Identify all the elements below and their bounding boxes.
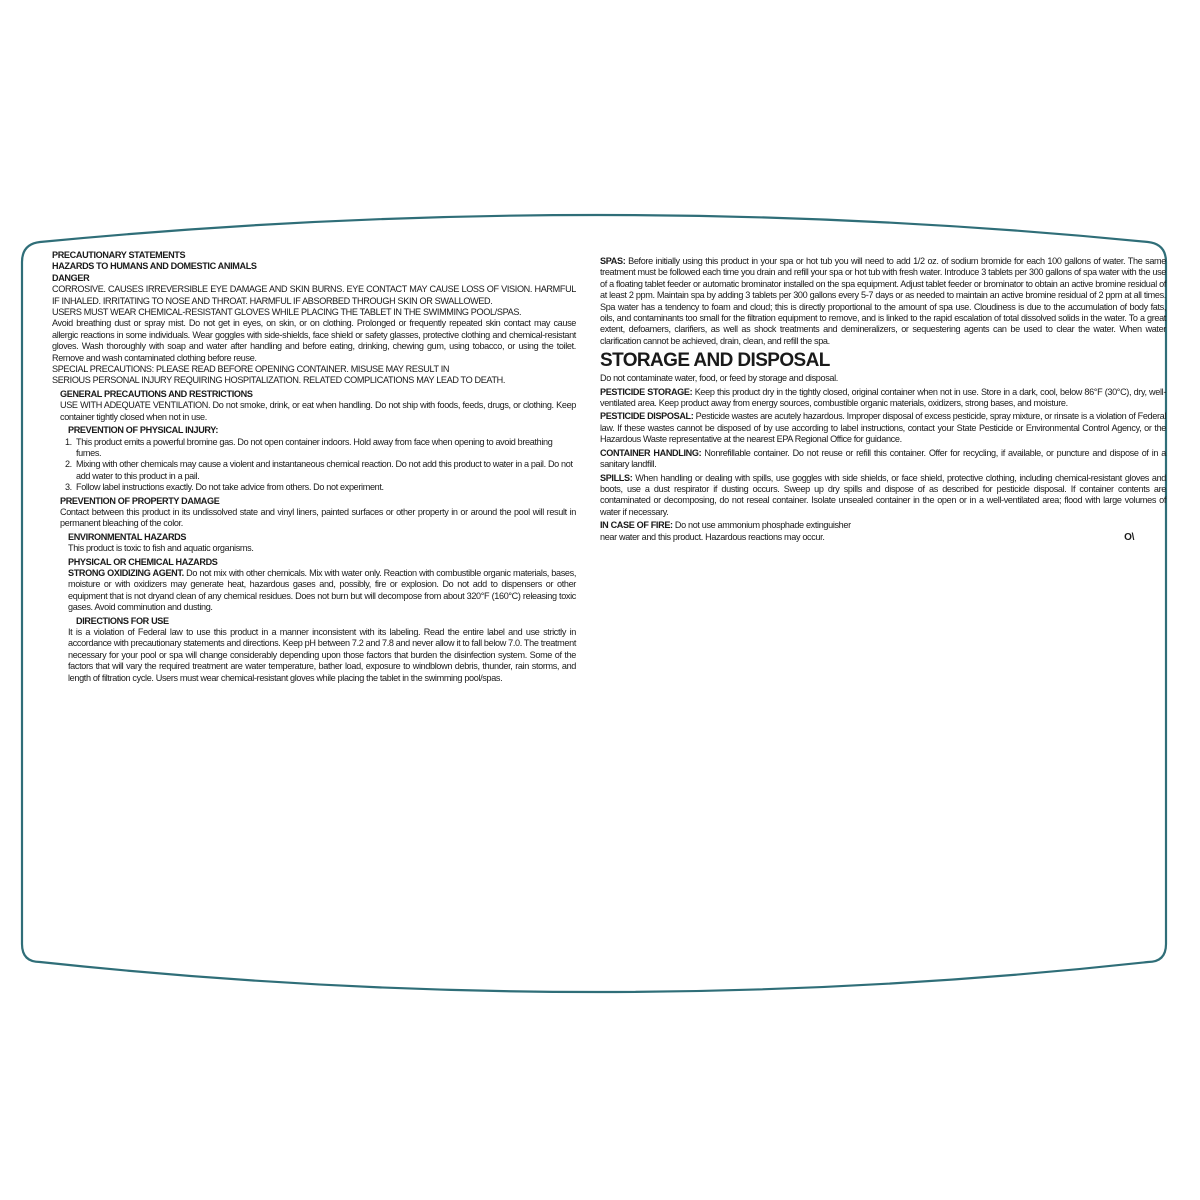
physical-injury-list [38, 437, 576, 494]
fire-text: Do not use ammonium phosphade extinguisher [672, 520, 851, 531]
oxidizing-label: STRONG OXIDIZING AGENT. [68, 567, 184, 578]
special-precautions-line2: SERIOUS PERSONAL INJURY REQUIRING HOSPITALIZATION. RELATED COMPLICATIONS MAY LEAD TO DEATH. [52, 375, 506, 386]
storage-intro: Do not contaminate water, food, or feed by storage and disposal. [600, 373, 838, 384]
oxidizing-text: Do not mix with other chemicals. Mix with water only. Reaction with combustible organic materials, bases, moisture or with oxidizers may generate heat, hazardous gases and, possibly, fire or explosion. Do not add to dispensers or other equipment that is not dryand clean of any chemical residues. Does not burn but will decompose from about 320°F (160°C) releasing toxic gases. Avoid comminution and dusting. [68, 567, 576, 613]
fire-paragraph [600, 520, 1166, 531]
directions-heading: DIRECTIONS FOR USE [76, 615, 169, 626]
label-mark: O\ [1124, 531, 1134, 543]
pesticide-disposal-paragraph [600, 411, 1166, 445]
hazards-heading: HAZARDS TO HUMANS AND DOMESTIC ANIMALS [52, 261, 257, 272]
list-item: 1. This product emits a powerful bromine gas. Do not open container indoors. Hold away from face when opening to avoid breathing fumes. [74, 437, 576, 460]
environmental-hazards-heading: ENVIRONMENTAL HAZARDS [68, 531, 187, 542]
special-precautions-line1: SPECIAL PRECAUTIONS: PLEASE READ BEFORE OPENING CONTAINER. MISUSE MAY RESULT IN [52, 364, 450, 375]
directions-text: It is a violation of Federal law to use this product in a manner inconsistent with its labeling. Read the entire label and use strictly in accordance with precautionary statements and directions. Keep pH between 7.2 and 7.8 and never allow it to fall below 7.0. The treatment necessary for your pool or spa will change considerably depending upon those factors that burden the disinfection system. Some of the factors that will vary the required treatment are water temperature, bather load, exposure to windblown debris, thunder, rain storms, and length of filtration cycle. Users must wear chemical-resistant gloves while placing the tablet in the swimming pool/spas. [68, 627, 576, 683]
fire-label: IN CASE OF FIRE: [600, 520, 673, 531]
corrosive-text: CORROSIVE. CAUSES IRREVERSIBLE EYE DAMAGE AND SKIN BURNS. EYE CONTACT MAY CAUSE LOSS OF VISION. HARMFUL IF INHALED. IRRITATING TO NOSE AND THROAT. HARMFUL IF ABSORBED THROUGH SKIN OR SWALLOWED. [52, 284, 576, 306]
gloves-text: USERS MUST WEAR CHEMICAL-RESISTANT GLOVES WHILE PLACING THE TABLET IN THE SWIMMING POOL/SPAS. [52, 307, 522, 318]
general-precautions-heading: GENERAL PRECAUTIONS AND RESTRICTIONS [60, 388, 253, 399]
physical-injury-heading: PREVENTION OF PHYSICAL INJURY: [68, 425, 219, 436]
pesticide-storage-text: Keep this product dry in the tightly closed, original container when not in use. Store in a dark, cool, below 86°F (30°C), dry, well-ventilated area. Keep product away from energy sources, combustible organic materials, oxidizers, strong bases, and moisture. [600, 386, 1167, 409]
chemical-hazards-heading: PHYSICAL OR CHEMICAL HAZARDS [68, 556, 218, 567]
list-item: 2. Mixing with other chemicals may cause a violent and instantaneous chemical reaction. Do not add this product to water in a pail. Do not add water to this product in a pail. [74, 459, 576, 482]
precautionary-title: PRECAUTIONARY STATEMENTS [52, 250, 186, 260]
spas-paragraph [600, 256, 1166, 347]
container-handling-text: Nonrefillable container. Do not reuse or refill this container. Offer for recycling, if available, or puncture and dispose of in a sanitary landfill. [600, 447, 1166, 470]
fire-line-two [600, 532, 1166, 543]
general-precautions-text: USE WITH ADEQUATE VENTILATION. Do not smoke, drink, or eat when handling. Do not ship with foods, feeds, drugs, or clothing. Keep container tightly closed when not in use. [60, 400, 576, 422]
container-handling-label: CONTAINER HANDLING: [600, 447, 702, 458]
pesticide-disposal-label: PESTICIDE DISPOSAL: [600, 411, 694, 422]
spas-text: Before initially using this product in your spa or hot tub you will need to add 1/2 oz. of sodium bromide for each 100 gallons of water. The same treatment must be followed each time you drain and refill your spa or hot tub with fresh water. Introduce 3 tablets per 300 gallons of spa water with the use of a floating tablet feeder or automatic brominator installed on the spa equipment. Adjust tablet feeder or brominator to obtain an active bromine residual of at least 2 ppm. Maintain spa by adding 3 tablets per 300 gallons every 5-7 days or as needed to maintain an active bromine residual of 2 ppm at all times. Spa water has a tendency to foam and cloud; this is directly proportional to the amount of spa use. Cloudiness is due to the accumulation of body fats, oils, and contaminants too small for the filtration equipment to remove, and is linked to the rapid escalation of total dissolved solids in the water. To a great extent, defoamers, clarifiers, as well as shock treatments and demineralizers, or sequestering agents can be used to clear the water. When water clarification cannot be achieved, drain, clean, and refill the spa. [600, 256, 1166, 346]
storage-column [600, 256, 1166, 543]
pesticide-disposal-text: Pesticide wastes are acutely hazardous. Improper disposal of excess pesticide, spray mixture, or rinsate is a violation of Federal law. If these wastes cannot be disposed of by use according to label instructions, contact your State Pesticide or Environmental Control Agency, or the Hazardous Waste representative at the nearest EPA Regional Office for guidance. [600, 411, 1166, 445]
environmental-hazards-text: This product is toxic to fish and aquatic organisms. [68, 543, 254, 554]
oxidizing-paragraph [68, 568, 576, 614]
storage-disposal-heading: STORAGE AND DISPOSAL [600, 350, 830, 372]
fire-text-continued: near water and this product. Hazardous reactions may occur. [600, 531, 825, 542]
spills-label: SPILLS: [600, 472, 633, 483]
spills-paragraph [600, 473, 1166, 519]
danger-word: DANGER [52, 272, 90, 283]
spas-label: SPAS: [600, 256, 626, 266]
pesticide-storage-label: PESTICIDE STORAGE: [600, 386, 693, 397]
property-damage-text: Contact between this product in its undissolved state and vinyl liners, painted surfaces or other property in or around the pool will result in permanent bleaching of the color. [60, 506, 576, 529]
container-handling-paragraph [600, 448, 1166, 471]
avoid-text: Avoid breathing dust or spray mist. Do not get in eyes, on skin, or on clothing. Prolonged or frequently repeated skin contact may cause allergic reactions in some individuals. Wear goggles with side-shields, face shield or safety glasses, protective clothing and chemical-resistant gloves. Wash thoroughly with soap and water after handling and before eating, drinking, chewing gum, using tobacco, or using the toilet. Remove and wash contaminated clothing before reuse. [52, 318, 576, 363]
pesticide-storage-paragraph [600, 387, 1166, 410]
list-item: 3. Follow label instructions exactly. Do not take advice from others. Do not experiment. [74, 482, 576, 493]
precautionary-column [38, 250, 576, 684]
property-damage-heading: PREVENTION OF PROPERTY DAMAGE [60, 495, 220, 506]
spills-text: When handling or dealing with spills, use goggles with side shields, or face shield, protective clothing, including chemical-resistant gloves and boots, use a dust respirator if dusting occurs. Sweep up dry spills and dispose of as described for pesticide disposal. If container contents are contaminated or decomposing, do not reseal container. Isolate unsealed container in the open or in a well-ventilated area; flood with large volumes of water if necessary. [600, 472, 1166, 517]
